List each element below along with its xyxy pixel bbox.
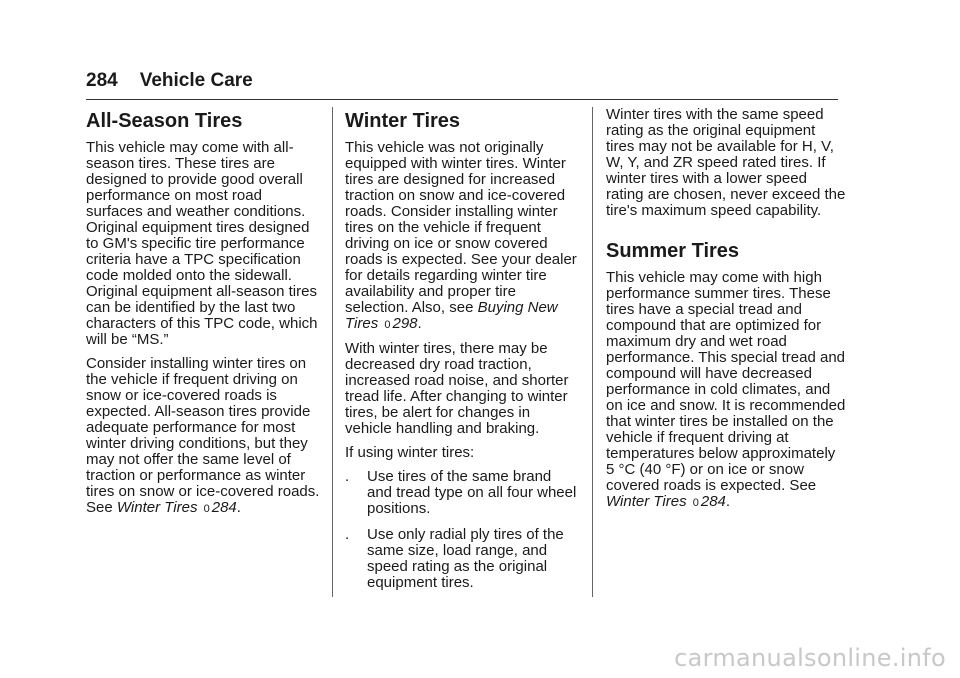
list-item-text: Use only radial ply tires of the same size, load range, and speed rating as the original equipment tires. bbox=[367, 526, 564, 591]
column-divider bbox=[332, 107, 333, 597]
paragraph-text: Consider installing winter tires on the vehicle if frequent driving on snow or ice-covered roads is expected. All-season tires provide adequate performance for most winter driving conditions, but they may not offer the same level of traction or performance as winter tires on snow or ice-covered roads. See bbox=[86, 355, 320, 516]
link-page: 298 bbox=[392, 315, 418, 332]
list-item bbox=[345, 527, 580, 591]
winter-paragraph-3: If using winter tires: bbox=[345, 444, 475, 461]
page-header bbox=[86, 70, 253, 92]
column-3 bbox=[606, 107, 846, 519]
link-text: Winter Tires bbox=[606, 493, 687, 510]
paragraph-text: This vehicle was not originally equipped with winter tires. Winter tires are designed for increased traction on snow and ice-covered roads. Consider installing winter tires on the vehicle if frequent driving on ice or snow covered roads is expected. See your dealer for details regarding winter tire availability and proper tire selection. Also, see bbox=[345, 139, 577, 316]
column-divider bbox=[592, 107, 593, 597]
list-item-text: Use tires of the same brand and tread type on all four wheel positions. bbox=[367, 468, 577, 517]
list-item bbox=[345, 469, 580, 517]
summer-paragraph-1 bbox=[606, 270, 846, 511]
winter-paragraph-2: With winter tires, there may be decreased dry road traction, increased road noise, and shorter tread life. After changing to winter tires, be alert for changes in vehicle handling and braking. bbox=[345, 340, 569, 437]
all-season-tires-heading: All-Season Tires bbox=[86, 110, 243, 132]
period: . bbox=[725, 493, 731, 510]
page-number: 284 bbox=[86, 70, 118, 91]
winter-paragraph-1 bbox=[345, 140, 580, 333]
period: . bbox=[417, 315, 422, 332]
link-text: Winter Tires bbox=[116, 499, 198, 516]
winter-tires-link[interactable] bbox=[606, 493, 726, 510]
page-ref-arrow-icon: 0 bbox=[203, 503, 210, 515]
period: . bbox=[236, 499, 241, 516]
column-1 bbox=[86, 107, 322, 525]
winter-tires-link[interactable] bbox=[117, 499, 237, 516]
link-page: 284 bbox=[211, 499, 237, 516]
summer-tires-heading: Summer Tires bbox=[606, 240, 740, 262]
winter-tire-bullet-list bbox=[345, 469, 580, 591]
winter-tires-heading: Winter Tires bbox=[345, 110, 461, 132]
bullet-icon: . bbox=[345, 468, 350, 485]
bullet-icon: . bbox=[345, 526, 350, 543]
page-ref-arrow-icon: 0 bbox=[692, 497, 699, 509]
column-2 bbox=[345, 107, 580, 601]
link-page: 284 bbox=[700, 493, 726, 510]
watermark: carmanualsonline.info bbox=[674, 644, 946, 672]
section-title: Vehicle Care bbox=[139, 70, 253, 91]
all-season-paragraph-2 bbox=[86, 356, 322, 517]
page-ref-arrow-icon: 0 bbox=[384, 319, 391, 331]
all-season-paragraph-1: This vehicle may come with all-season tires. These tires are designed to provide good overall performance on most road surfaces and weather conditions. Original equipment tires designed to GM's specific tire performance criteria have a TPC specification code molded onto the sidewall. Original equipment all-season tires can be identified by the last two characters of this TPC code, which will be “MS.” bbox=[86, 139, 318, 348]
winter-paragraph-4: Winter tires with the same speed rating as the original equipment tires may not be available for H, V, W, Y, and ZR speed rated tires. If winter tires with a lower speed rating are chosen, never exceed the tire's maximum speed capability. bbox=[606, 106, 846, 219]
header-rule bbox=[86, 99, 838, 100]
paragraph-text: This vehicle may come with high performance summer tires. These tires have a special tread and compound that are optimized for maximum dry and wet road performance. This special tread and compound will have decreased performance in cold climates, and on ice and snow. It is recommended that winter tires be installed on the vehicle if frequent driving at temperatures below approximately 5 °C (40 °F) or on ice or snow covered roads is expected. See bbox=[606, 269, 846, 494]
link-text: Buying New Tires bbox=[345, 299, 558, 332]
